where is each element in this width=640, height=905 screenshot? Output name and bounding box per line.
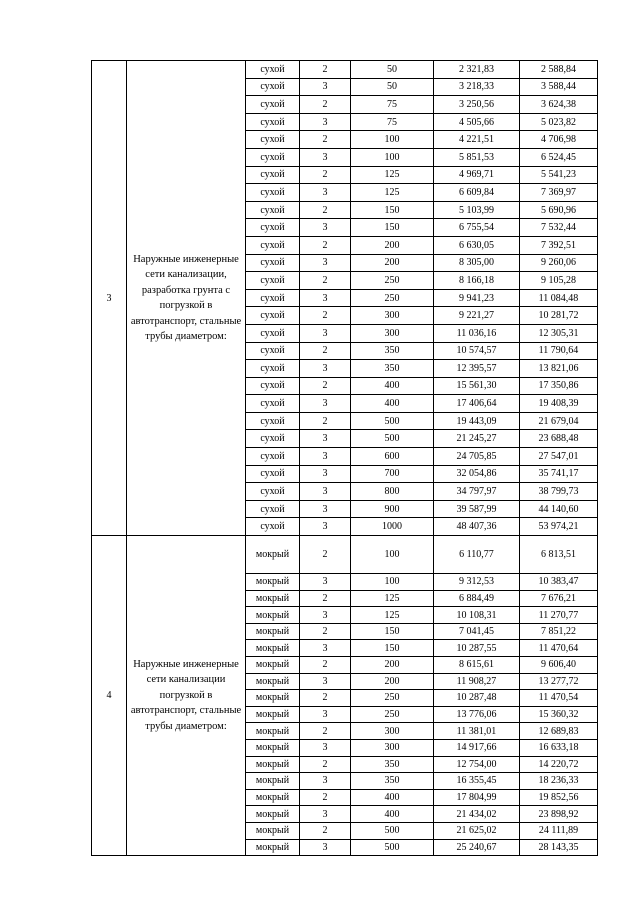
cost_b-cell: 11 470,64 <box>520 640 598 657</box>
soil-cell: мокрый <box>246 773 300 790</box>
category-cell: 3 <box>300 773 351 790</box>
soil-cell: мокрый <box>246 574 300 591</box>
category-cell: 3 <box>300 518 351 536</box>
soil-cell: мокрый <box>246 536 300 574</box>
diameter-cell: 350 <box>351 756 434 773</box>
diameter-cell: 500 <box>351 412 434 430</box>
category-cell: 2 <box>300 590 351 607</box>
category-cell: 2 <box>300 822 351 839</box>
diameter-cell: 500 <box>351 430 434 448</box>
cost_b-cell: 7 392,51 <box>520 236 598 254</box>
cost_b-cell: 13 821,06 <box>520 360 598 378</box>
soil-cell: мокрый <box>246 673 300 690</box>
cost_a-cell: 4 969,71 <box>434 166 520 184</box>
diameter-cell: 125 <box>351 607 434 624</box>
cost_a-cell: 21 434,02 <box>434 806 520 823</box>
cost_b-cell: 24 111,89 <box>520 822 598 839</box>
category-cell: 2 <box>300 690 351 707</box>
soil-cell: сухой <box>246 518 300 536</box>
cost_a-cell: 8 615,61 <box>434 657 520 674</box>
category-cell: 2 <box>300 307 351 325</box>
cost_b-cell: 3 624,38 <box>520 96 598 114</box>
soil-cell: сухой <box>246 500 300 518</box>
cost_a-cell: 2 321,83 <box>434 61 520 79</box>
diameter-cell: 300 <box>351 307 434 325</box>
category-cell: 2 <box>300 377 351 395</box>
soil-cell: сухой <box>246 465 300 483</box>
cost_a-cell: 9 312,53 <box>434 574 520 591</box>
diameter-cell: 100 <box>351 536 434 574</box>
soil-cell: сухой <box>246 307 300 325</box>
section-number: 4 <box>92 536 127 856</box>
soil-cell: сухой <box>246 254 300 272</box>
soil-cell: мокрый <box>246 739 300 756</box>
cost_b-cell: 7 532,44 <box>520 219 598 237</box>
cost_b-cell: 7 369,97 <box>520 184 598 202</box>
soil-cell: сухой <box>246 166 300 184</box>
diameter-cell: 350 <box>351 360 434 378</box>
category-cell: 2 <box>300 412 351 430</box>
soil-cell: мокрый <box>246 706 300 723</box>
diameter-cell: 350 <box>351 773 434 790</box>
cost_b-cell: 2 588,84 <box>520 61 598 79</box>
cost_b-cell: 12 305,31 <box>520 324 598 342</box>
soil-cell: мокрый <box>246 623 300 640</box>
diameter-cell: 600 <box>351 448 434 466</box>
diameter-cell: 500 <box>351 839 434 856</box>
soil-cell: сухой <box>246 342 300 360</box>
cost_b-cell: 11 270,77 <box>520 607 598 624</box>
cost_b-cell: 19 852,56 <box>520 789 598 806</box>
category-cell: 2 <box>300 789 351 806</box>
category-cell: 3 <box>300 254 351 272</box>
diameter-cell: 150 <box>351 201 434 219</box>
cost_b-cell: 11 790,64 <box>520 342 598 360</box>
section-description: Наружные инженерные сети канализации погрузкой в автотранспорт, стальные трубы диаметром: <box>127 536 246 856</box>
cost_a-cell: 3 218,33 <box>434 78 520 96</box>
category-cell: 2 <box>300 657 351 674</box>
diameter-cell: 100 <box>351 131 434 149</box>
cost_a-cell: 6 630,05 <box>434 236 520 254</box>
table-row <box>92 61 598 79</box>
category-cell: 3 <box>300 739 351 756</box>
diameter-cell: 200 <box>351 254 434 272</box>
diameter-cell: 800 <box>351 483 434 501</box>
category-cell: 3 <box>300 640 351 657</box>
soil-cell: мокрый <box>246 822 300 839</box>
category-cell: 3 <box>300 706 351 723</box>
diameter-cell: 300 <box>351 324 434 342</box>
cost_a-cell: 39 587,99 <box>434 500 520 518</box>
category-cell: 3 <box>300 184 351 202</box>
cost_a-cell: 6 755,54 <box>434 219 520 237</box>
category-cell: 3 <box>300 465 351 483</box>
cost_b-cell: 10 281,72 <box>520 307 598 325</box>
cost_b-cell: 44 140,60 <box>520 500 598 518</box>
cost_a-cell: 8 305,00 <box>434 254 520 272</box>
diameter-cell: 50 <box>351 78 434 96</box>
cost_b-cell: 19 408,39 <box>520 395 598 413</box>
diameter-cell: 100 <box>351 574 434 591</box>
category-cell: 3 <box>300 113 351 131</box>
soil-cell: мокрый <box>246 789 300 806</box>
cost_a-cell: 34 797,97 <box>434 483 520 501</box>
cost_a-cell: 9 941,23 <box>434 289 520 307</box>
category-cell: 2 <box>300 131 351 149</box>
diameter-cell: 125 <box>351 166 434 184</box>
cost_a-cell: 6 609,84 <box>434 184 520 202</box>
soil-cell: сухой <box>246 131 300 149</box>
diameter-cell: 200 <box>351 657 434 674</box>
diameter-cell: 100 <box>351 148 434 166</box>
cost_a-cell: 5 103,99 <box>434 201 520 219</box>
cost_a-cell: 11 908,27 <box>434 673 520 690</box>
category-cell: 2 <box>300 236 351 254</box>
cost_b-cell: 18 236,33 <box>520 773 598 790</box>
category-cell: 3 <box>300 289 351 307</box>
diameter-cell: 900 <box>351 500 434 518</box>
soil-cell: мокрый <box>246 806 300 823</box>
soil-cell: сухой <box>246 272 300 290</box>
cost_b-cell: 17 350,86 <box>520 377 598 395</box>
soil-cell: мокрый <box>246 756 300 773</box>
soil-cell: мокрый <box>246 723 300 740</box>
category-cell: 3 <box>300 148 351 166</box>
diameter-cell: 400 <box>351 789 434 806</box>
diameter-cell: 250 <box>351 706 434 723</box>
category-cell: 3 <box>300 839 351 856</box>
soil-cell: сухой <box>246 96 300 114</box>
cost_b-cell: 9 105,28 <box>520 272 598 290</box>
category-cell: 2 <box>300 342 351 360</box>
soil-cell: сухой <box>246 448 300 466</box>
diameter-cell: 700 <box>351 465 434 483</box>
diameter-cell: 125 <box>351 590 434 607</box>
section-description: Наружные инженерные сети канализации, разработка грунта с погрузкой в автотранспорт, стальные трубы диаметром: <box>127 61 246 536</box>
cost_a-cell: 6 884,49 <box>434 590 520 607</box>
category-cell: 3 <box>300 806 351 823</box>
diameter-cell: 200 <box>351 236 434 254</box>
cost_b-cell: 13 277,72 <box>520 673 598 690</box>
cost_a-cell: 21 625,02 <box>434 822 520 839</box>
diameter-cell: 150 <box>351 623 434 640</box>
cost_a-cell: 4 221,51 <box>434 131 520 149</box>
category-cell: 3 <box>300 395 351 413</box>
soil-cell: сухой <box>246 113 300 131</box>
cost_b-cell: 9 260,06 <box>520 254 598 272</box>
category-cell: 2 <box>300 723 351 740</box>
cost_a-cell: 12 754,00 <box>434 756 520 773</box>
cost_b-cell: 16 633,18 <box>520 739 598 756</box>
soil-cell: сухой <box>246 412 300 430</box>
cost_a-cell: 25 240,67 <box>434 839 520 856</box>
category-cell: 3 <box>300 574 351 591</box>
diameter-cell: 250 <box>351 272 434 290</box>
cost_b-cell: 53 974,21 <box>520 518 598 536</box>
category-cell: 2 <box>300 201 351 219</box>
soil-cell: сухой <box>246 201 300 219</box>
cost_a-cell: 8 166,18 <box>434 272 520 290</box>
diameter-cell: 75 <box>351 113 434 131</box>
diameter-cell: 400 <box>351 377 434 395</box>
soil-cell: мокрый <box>246 839 300 856</box>
cost_a-cell: 24 705,85 <box>434 448 520 466</box>
soil-cell: сухой <box>246 430 300 448</box>
diameter-cell: 75 <box>351 96 434 114</box>
cost_b-cell: 7 676,21 <box>520 590 598 607</box>
soil-cell: мокрый <box>246 690 300 707</box>
category-cell: 3 <box>300 219 351 237</box>
cost_b-cell: 23 688,48 <box>520 430 598 448</box>
soil-cell: сухой <box>246 360 300 378</box>
category-cell: 2 <box>300 536 351 574</box>
cost_a-cell: 5 851,53 <box>434 148 520 166</box>
diameter-cell: 300 <box>351 739 434 756</box>
diameter-cell: 125 <box>351 184 434 202</box>
category-cell: 2 <box>300 61 351 79</box>
diameter-cell: 150 <box>351 640 434 657</box>
cost_a-cell: 13 776,06 <box>434 706 520 723</box>
cost_b-cell: 5 023,82 <box>520 113 598 131</box>
category-cell: 3 <box>300 360 351 378</box>
soil-cell: сухой <box>246 324 300 342</box>
soil-cell: сухой <box>246 289 300 307</box>
cost_b-cell: 7 851,22 <box>520 623 598 640</box>
category-cell: 3 <box>300 483 351 501</box>
cost_a-cell: 21 245,27 <box>434 430 520 448</box>
category-cell: 3 <box>300 607 351 624</box>
cost_a-cell: 14 917,66 <box>434 739 520 756</box>
diameter-cell: 150 <box>351 219 434 237</box>
cost_a-cell: 9 221,27 <box>434 307 520 325</box>
cost_b-cell: 11 084,48 <box>520 289 598 307</box>
cost_a-cell: 19 443,09 <box>434 412 520 430</box>
soil-cell: сухой <box>246 78 300 96</box>
diameter-cell: 350 <box>351 342 434 360</box>
price-table-body <box>92 61 598 856</box>
soil-cell: сухой <box>246 483 300 501</box>
cost_b-cell: 14 220,72 <box>520 756 598 773</box>
cost_a-cell: 10 108,31 <box>434 607 520 624</box>
cost_a-cell: 17 406,64 <box>434 395 520 413</box>
cost_b-cell: 5 690,96 <box>520 201 598 219</box>
diameter-cell: 400 <box>351 395 434 413</box>
category-cell: 3 <box>300 448 351 466</box>
cost_b-cell: 28 143,35 <box>520 839 598 856</box>
diameter-cell: 250 <box>351 690 434 707</box>
soil-cell: мокрый <box>246 640 300 657</box>
cost_b-cell: 3 588,44 <box>520 78 598 96</box>
section-number: 3 <box>92 61 127 536</box>
cost_a-cell: 17 804,99 <box>434 789 520 806</box>
soil-cell: мокрый <box>246 607 300 624</box>
cost_a-cell: 3 250,56 <box>434 96 520 114</box>
cost_a-cell: 11 036,16 <box>434 324 520 342</box>
category-cell: 2 <box>300 166 351 184</box>
category-cell: 3 <box>300 430 351 448</box>
category-cell: 2 <box>300 623 351 640</box>
soil-cell: сухой <box>246 395 300 413</box>
diameter-cell: 250 <box>351 289 434 307</box>
diameter-cell: 500 <box>351 822 434 839</box>
diameter-cell: 400 <box>351 806 434 823</box>
cost_a-cell: 12 395,57 <box>434 360 520 378</box>
soil-cell: мокрый <box>246 657 300 674</box>
soil-cell: сухой <box>246 61 300 79</box>
cost_b-cell: 11 470,54 <box>520 690 598 707</box>
soil-cell: мокрый <box>246 590 300 607</box>
cost_a-cell: 11 381,01 <box>434 723 520 740</box>
table-row <box>92 536 598 574</box>
cost_a-cell: 6 110,77 <box>434 536 520 574</box>
cost_a-cell: 15 561,30 <box>434 377 520 395</box>
cost_a-cell: 7 041,45 <box>434 623 520 640</box>
cost_b-cell: 6 813,51 <box>520 536 598 574</box>
cost_a-cell: 10 287,48 <box>434 690 520 707</box>
diameter-cell: 300 <box>351 723 434 740</box>
cost_b-cell: 6 524,45 <box>520 148 598 166</box>
cost_b-cell: 15 360,32 <box>520 706 598 723</box>
category-cell: 3 <box>300 78 351 96</box>
cost_a-cell: 10 287,55 <box>434 640 520 657</box>
cost_a-cell: 4 505,66 <box>434 113 520 131</box>
cost_b-cell: 9 606,40 <box>520 657 598 674</box>
cost_b-cell: 12 689,83 <box>520 723 598 740</box>
cost_b-cell: 27 547,01 <box>520 448 598 466</box>
category-cell: 3 <box>300 500 351 518</box>
category-cell: 3 <box>300 673 351 690</box>
cost_a-cell: 10 574,57 <box>434 342 520 360</box>
category-cell: 3 <box>300 324 351 342</box>
cost_b-cell: 38 799,73 <box>520 483 598 501</box>
category-cell: 2 <box>300 96 351 114</box>
category-cell: 2 <box>300 756 351 773</box>
cost_b-cell: 35 741,17 <box>520 465 598 483</box>
soil-cell: сухой <box>246 148 300 166</box>
diameter-cell: 1000 <box>351 518 434 536</box>
cost_b-cell: 10 383,47 <box>520 574 598 591</box>
cost_a-cell: 32 054,86 <box>434 465 520 483</box>
cost_b-cell: 23 898,92 <box>520 806 598 823</box>
soil-cell: сухой <box>246 184 300 202</box>
diameter-cell: 50 <box>351 61 434 79</box>
cost_b-cell: 4 706,98 <box>520 131 598 149</box>
cost_b-cell: 5 541,23 <box>520 166 598 184</box>
category-cell: 2 <box>300 272 351 290</box>
diameter-cell: 200 <box>351 673 434 690</box>
cost_a-cell: 48 407,36 <box>434 518 520 536</box>
soil-cell: сухой <box>246 236 300 254</box>
soil-cell: сухой <box>246 377 300 395</box>
soil-cell: сухой <box>246 219 300 237</box>
cost_b-cell: 21 679,04 <box>520 412 598 430</box>
price-table <box>91 60 598 856</box>
cost_a-cell: 16 355,45 <box>434 773 520 790</box>
